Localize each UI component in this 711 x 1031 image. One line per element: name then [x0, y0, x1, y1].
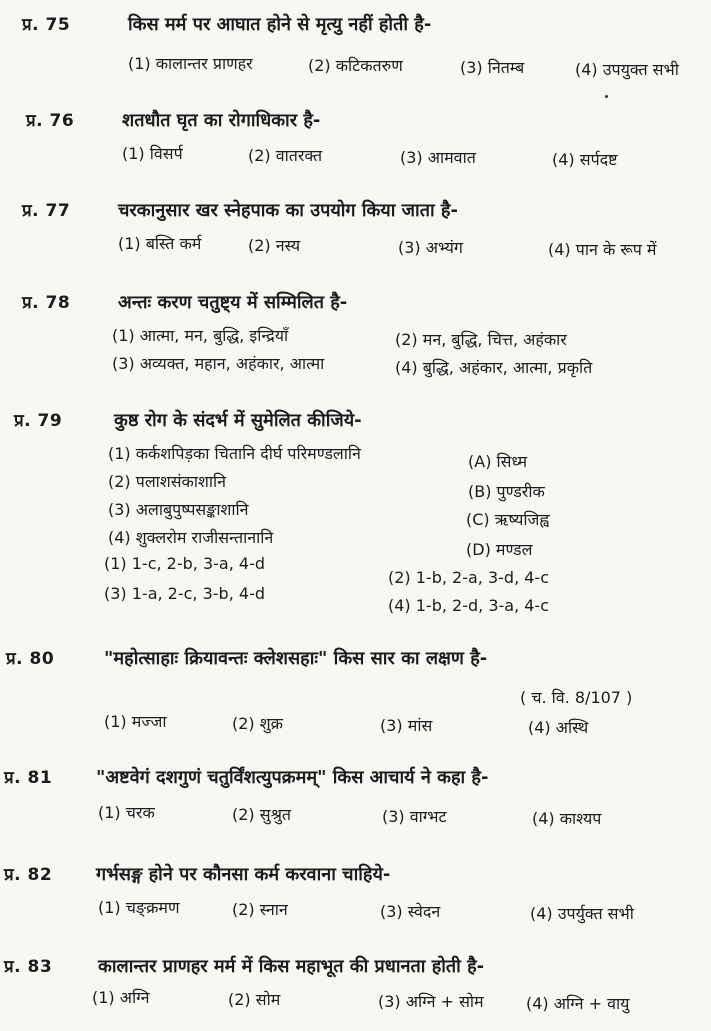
option-2: (2) कटिकतरुण	[308, 56, 403, 75]
question-number: प्र. 82	[4, 865, 53, 885]
match-right-a: (A) सिध्म	[468, 452, 528, 471]
question-number: प्र. 76	[26, 111, 75, 131]
question-number: प्र. 78	[22, 293, 71, 313]
question-text: किस मर्म पर आघात होने से मृत्यु नहीं होती है-	[128, 14, 432, 35]
option-1: (1) मज्जा	[104, 712, 167, 731]
option-4: (4) 1-b, 2-d, 3-a, 4-c	[388, 596, 549, 615]
question-text: चरकानुसार खर स्नेहपाक का उपयोग किया जाता है-	[118, 200, 458, 221]
option-4: (4) अस्थि	[528, 718, 589, 737]
option-1: (1) चरक	[98, 803, 155, 822]
option-1: (1) विसर्प	[122, 144, 183, 163]
match-right-d: (D) मण्डल	[466, 540, 533, 559]
question-text: कालान्तर प्राणहर मर्म में किस महाभूत की प्रधानता होती है-	[98, 956, 485, 977]
match-left-3: (3) अलाबुपुष्पसङ्काशानि	[108, 500, 249, 519]
question-text: कुष्ठ रोग के संदर्भ में सुमेलित कीजिये-	[114, 410, 362, 431]
option-4: (4) बुद्धि, अहंकार, आत्मा, प्रकृति	[395, 358, 593, 377]
option-1: (1) कालान्तर प्राणहर	[128, 54, 253, 73]
option-3: (3) वाग्भट	[382, 807, 447, 826]
option-2: (2) नस्य	[248, 236, 301, 255]
option-3: (3) स्वेदन	[380, 902, 441, 921]
option-3: (3) मांस	[380, 716, 433, 735]
option-3: (3) अग्नि + सोम	[378, 992, 484, 1011]
question-text: शतधौत घृत का रोगाधिकार है-	[122, 110, 321, 131]
question-number: प्र. 80	[6, 649, 55, 669]
option-4: (4) काश्यप	[532, 809, 602, 828]
question-number: प्र. 79	[14, 411, 63, 431]
option-1: (1) चङ्क्रमण	[98, 898, 180, 917]
option-2: (2) वातरक्त	[248, 146, 323, 165]
option-1: (1) 1-c, 2-b, 3-a, 4-d	[104, 554, 265, 573]
match-left-4: (4) शुक्लरोम राजीसन्तानानि	[108, 528, 274, 547]
option-2: (2) सोम	[228, 990, 281, 1009]
option-4: (4) अग्नि + वायु	[526, 994, 630, 1013]
option-3: (3) आमवात	[400, 148, 476, 167]
option-4: (4) उपर्युक्त सभी	[530, 904, 634, 923]
match-right-b: (B) पुण्डरीक	[468, 482, 545, 501]
speck-mark	[605, 95, 608, 98]
option-3: (3) नितम्ब	[460, 58, 525, 77]
match-right-c: (C) ऋष्यजिह्व	[466, 510, 550, 529]
match-left-1: (1) कर्कशपिड़का चितानि दीर्घ परिमण्डलानि	[108, 444, 361, 463]
question-text: अन्तः करण चतुष्ट्य में सम्मिलित है-	[118, 292, 348, 313]
question-text: "महोत्साहाः क्रियावन्तः क्लेशसहाः" किस सार का लक्षण है-	[104, 648, 488, 669]
question-number: प्र. 83	[4, 957, 53, 977]
option-1: (1) बस्ति कर्म	[118, 234, 202, 253]
option-4: (4) सर्पदष्ट	[552, 150, 618, 169]
match-left-2: (2) पलाशसंकाशानि	[108, 472, 227, 491]
option-3: (3) 1-a, 2-c, 3-b, 4-d	[104, 584, 265, 603]
reference-citation: ( च. वि. 8/107 )	[520, 688, 633, 707]
question-text: "अष्टवेगं दशगुणं चतुर्विंशत्युपक्रमम्" किस आचार्य ने कहा है-	[96, 767, 489, 788]
option-2: (2) 1-b, 2-a, 3-d, 4-c	[388, 568, 549, 587]
option-2: (2) सुश्रुत	[232, 805, 292, 824]
option-4: (4) उपयुक्त सभी	[575, 60, 679, 79]
question-number: प्र. 81	[4, 768, 53, 788]
option-1: (1) आत्मा, मन, बुद्धि, इन्द्रियाँ	[112, 326, 289, 345]
question-number: प्र. 75	[22, 15, 71, 35]
option-4: (4) पान के रूप में	[548, 240, 657, 259]
option-1: (1) अग्नि	[92, 988, 150, 1007]
option-2: (2) मन, बुद्धि, चित्त, अहंकार	[395, 330, 567, 349]
question-text: गर्भसङ्ग होने पर कौनसा कर्म करवाना चाहिये-	[96, 864, 391, 885]
question-number: प्र. 77	[22, 201, 71, 221]
option-2: (2) स्नान	[232, 900, 288, 919]
option-2: (2) शुक्र	[232, 714, 283, 733]
option-3: (3) अव्यक्त, महान, अहंकार, आत्मा	[112, 354, 325, 373]
option-3: (3) अभ्यंग	[398, 238, 463, 257]
